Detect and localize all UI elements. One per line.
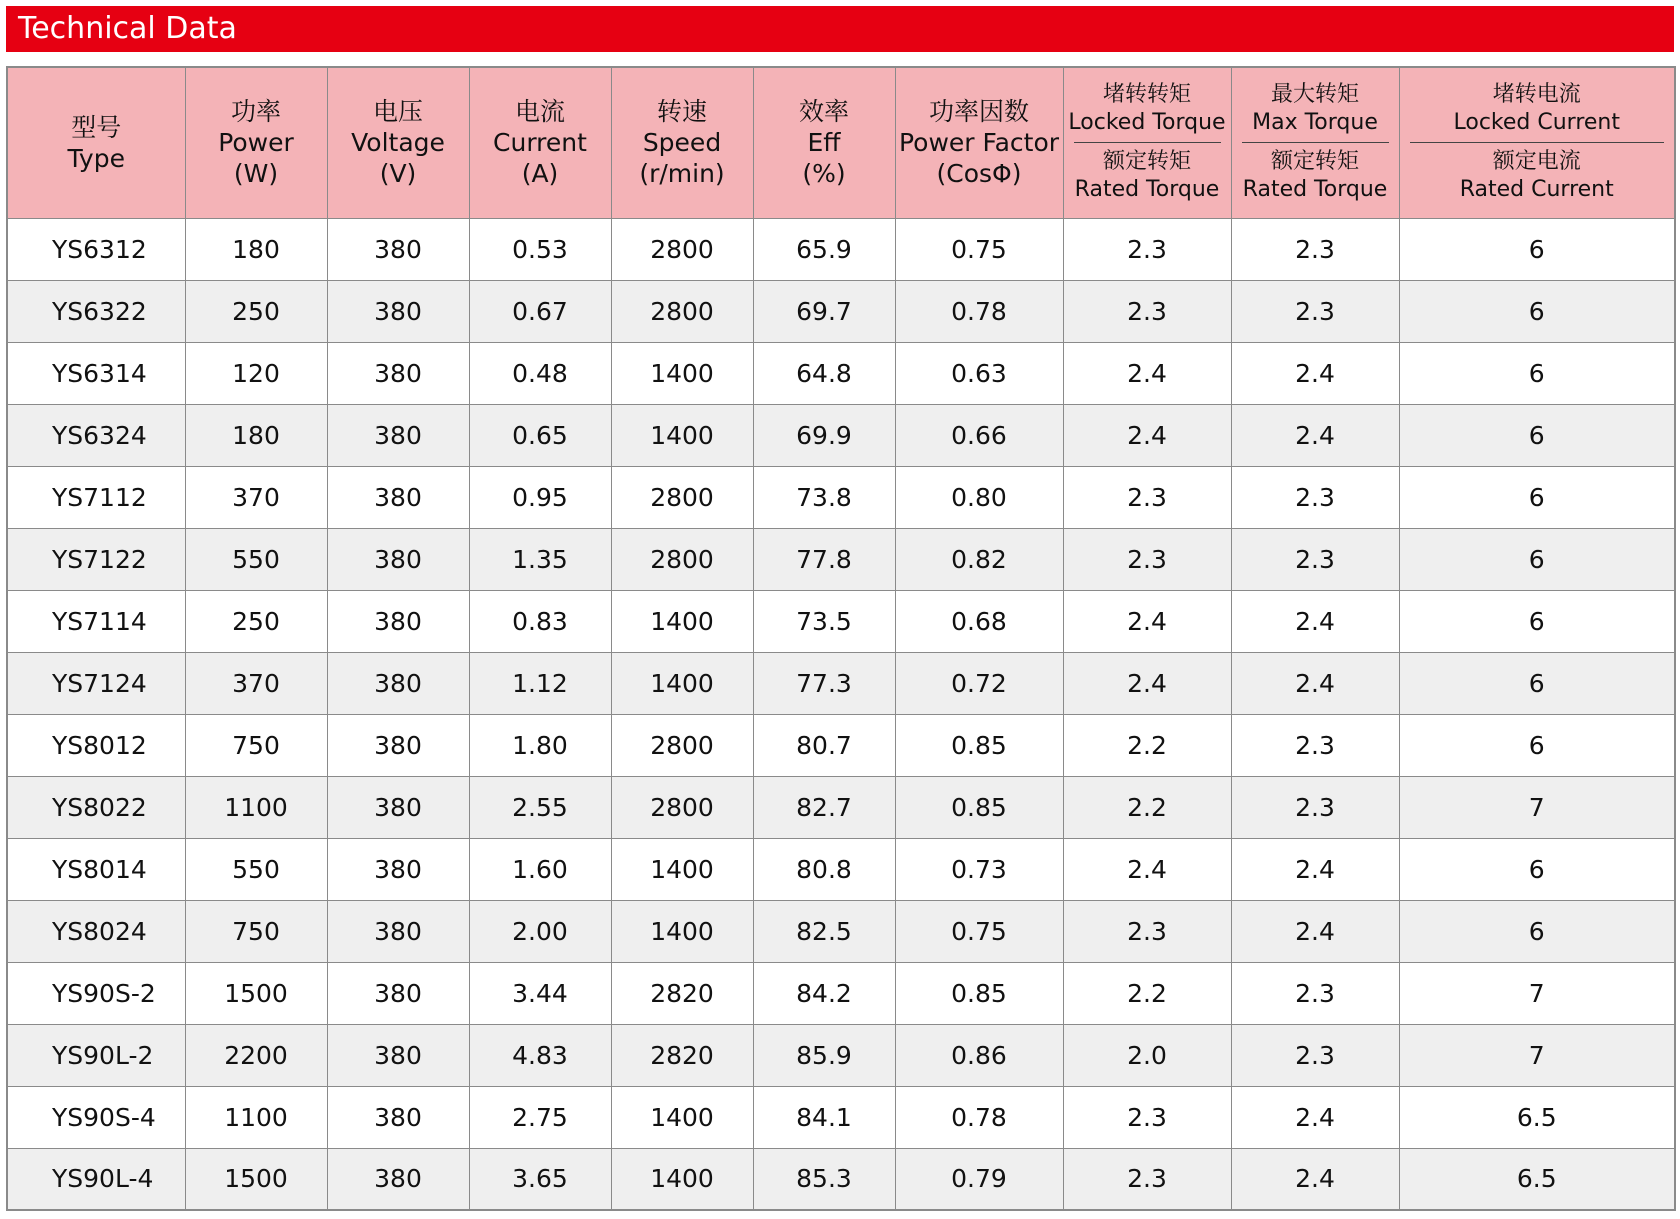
cell-type: YS7124 [7, 652, 185, 714]
table-row [7, 404, 1675, 466]
table-row [7, 466, 1675, 528]
page-title: Technical Data [18, 11, 237, 46]
table-row [7, 652, 1675, 714]
cell-locked-torque-ratio: 2.4 [1063, 590, 1231, 652]
cell-speed: 1400 [611, 404, 753, 466]
cell-current: 0.83 [469, 590, 611, 652]
cell-locked-torque-ratio: 2.4 [1063, 404, 1231, 466]
cell-power-factor: 0.78 [895, 280, 1063, 342]
cell-type: YS8024 [7, 900, 185, 962]
cell-type: YS90L-2 [7, 1024, 185, 1086]
cell-power-factor: 0.82 [895, 528, 1063, 590]
cell-speed: 1400 [611, 838, 753, 900]
cell-speed: 1400 [611, 1086, 753, 1148]
cell-locked-current-ratio: 6 [1399, 342, 1675, 404]
header-locked-torque-en: Locked Torque [1068, 110, 1226, 136]
cell-power-factor: 0.86 [895, 1024, 1063, 1086]
table-row [7, 218, 1675, 280]
cell-voltage: 380 [327, 1024, 469, 1086]
cell-max-torque-ratio: 2.4 [1231, 652, 1399, 714]
cell-max-torque-ratio: 2.3 [1231, 714, 1399, 776]
cell-type: YS90S-4 [7, 1086, 185, 1148]
cell-voltage: 380 [327, 218, 469, 280]
cell-power-factor: 0.75 [895, 900, 1063, 962]
table-row [7, 528, 1675, 590]
cell-locked-torque-ratio: 2.3 [1063, 280, 1231, 342]
cell-voltage: 380 [327, 652, 469, 714]
table-row [7, 714, 1675, 776]
cell-power-factor: 0.80 [895, 466, 1063, 528]
table-row [7, 342, 1675, 404]
cell-type: YS90L-4 [7, 1148, 185, 1210]
table-row [7, 838, 1675, 900]
cell-voltage: 380 [327, 1148, 469, 1210]
header-max-torque-en: Max Torque [1252, 110, 1378, 136]
cell-locked-current-ratio: 7 [1399, 776, 1675, 838]
cell-locked-torque-ratio: 2.4 [1063, 838, 1231, 900]
header-voltage-en: Voltage [351, 128, 445, 158]
table-row [7, 590, 1675, 652]
header-current-en: Current [493, 128, 587, 158]
cell-locked-current-ratio: 6 [1399, 838, 1675, 900]
cell-power: 370 [185, 466, 327, 528]
table-header [7, 67, 1675, 218]
cell-locked-torque-ratio: 2.2 [1063, 962, 1231, 1024]
cell-power: 180 [185, 218, 327, 280]
technical-data-table [6, 66, 1676, 1211]
header-speed [611, 67, 753, 218]
cell-current: 0.53 [469, 218, 611, 280]
header-power [185, 67, 327, 218]
cell-type: YS90S-2 [7, 962, 185, 1024]
table-row [7, 962, 1675, 1024]
table-row [7, 280, 1675, 342]
cell-voltage: 380 [327, 342, 469, 404]
header-type [7, 67, 185, 218]
table-body [7, 218, 1675, 1210]
header-locked-current-en: Locked Current [1453, 110, 1620, 136]
cell-max-torque-ratio: 2.4 [1231, 1148, 1399, 1210]
cell-power: 750 [185, 900, 327, 962]
cell-eff: 73.5 [753, 590, 895, 652]
header-locked-current-cn: 堵转电流 [1492, 82, 1581, 108]
cell-eff: 80.8 [753, 838, 895, 900]
cell-locked-current-ratio: 6 [1399, 590, 1675, 652]
cell-locked-current-ratio: 6 [1399, 218, 1675, 280]
cell-locked-current-ratio: 6.5 [1399, 1148, 1675, 1210]
cell-eff: 84.2 [753, 962, 895, 1024]
cell-power-factor: 0.78 [895, 1086, 1063, 1148]
cell-voltage: 380 [327, 1086, 469, 1148]
cell-max-torque-ratio: 2.3 [1231, 280, 1399, 342]
cell-locked-torque-ratio: 2.3 [1063, 900, 1231, 962]
cell-locked-current-ratio: 6 [1399, 528, 1675, 590]
cell-speed: 1400 [611, 900, 753, 962]
cell-speed: 2800 [611, 714, 753, 776]
cell-type: YS8022 [7, 776, 185, 838]
cell-power: 180 [185, 404, 327, 466]
header-power-cn: 功率 [230, 97, 281, 127]
cell-current: 3.65 [469, 1148, 611, 1210]
cell-speed: 2800 [611, 218, 753, 280]
cell-speed: 2800 [611, 528, 753, 590]
cell-eff: 82.5 [753, 900, 895, 962]
cell-current: 2.75 [469, 1086, 611, 1148]
cell-speed: 2800 [611, 466, 753, 528]
cell-eff: 69.9 [753, 404, 895, 466]
cell-power: 120 [185, 342, 327, 404]
table-row [7, 1024, 1675, 1086]
cell-locked-current-ratio: 7 [1399, 962, 1675, 1024]
cell-power: 550 [185, 528, 327, 590]
header-speed-cn: 转速 [656, 97, 707, 127]
cell-power-factor: 0.68 [895, 590, 1063, 652]
cell-voltage: 380 [327, 776, 469, 838]
table-row [7, 900, 1675, 962]
header-pf-en: Power Factor [898, 128, 1060, 158]
header-voltage [327, 67, 469, 218]
cell-max-torque-ratio: 2.3 [1231, 1024, 1399, 1086]
header-eff-unit: (%) [802, 159, 846, 189]
cell-speed: 1400 [611, 1148, 753, 1210]
cell-current: 2.55 [469, 776, 611, 838]
cell-type: YS6314 [7, 342, 185, 404]
table-row [7, 1148, 1675, 1210]
cell-power: 370 [185, 652, 327, 714]
cell-current: 0.95 [469, 466, 611, 528]
cell-voltage: 380 [327, 900, 469, 962]
cell-speed: 2800 [611, 280, 753, 342]
cell-power-factor: 0.63 [895, 342, 1063, 404]
header-eff-en: Eff [807, 128, 841, 158]
cell-power: 1100 [185, 776, 327, 838]
cell-locked-torque-ratio: 2.0 [1063, 1024, 1231, 1086]
cell-eff: 64.8 [753, 342, 895, 404]
cell-eff: 80.7 [753, 714, 895, 776]
cell-eff: 77.3 [753, 652, 895, 714]
cell-voltage: 380 [327, 838, 469, 900]
header-pf-cn: 功率因数 [928, 97, 1029, 127]
cell-locked-current-ratio: 6 [1399, 652, 1675, 714]
cell-current: 4.83 [469, 1024, 611, 1086]
table-row [7, 776, 1675, 838]
header-rated-torque-en: Rated Torque [1242, 177, 1388, 203]
cell-locked-torque-ratio: 2.4 [1063, 342, 1231, 404]
cell-locked-torque-ratio: 2.2 [1063, 776, 1231, 838]
cell-max-torque-ratio: 2.4 [1231, 404, 1399, 466]
cell-voltage: 380 [327, 466, 469, 528]
header-current [469, 67, 611, 218]
header-max-torque [1231, 67, 1399, 218]
cell-locked-current-ratio: 6 [1399, 900, 1675, 962]
cell-max-torque-ratio: 2.4 [1231, 900, 1399, 962]
cell-power-factor: 0.73 [895, 838, 1063, 900]
header-max-torque-cn: 最大转矩 [1270, 82, 1359, 108]
cell-power: 1500 [185, 962, 327, 1024]
header-locked-current [1399, 67, 1675, 218]
cell-type: YS6322 [7, 280, 185, 342]
cell-power-factor: 0.72 [895, 652, 1063, 714]
cell-speed: 1400 [611, 590, 753, 652]
header-locked-torque [1063, 67, 1231, 218]
cell-max-torque-ratio: 2.3 [1231, 776, 1399, 838]
cell-speed: 2800 [611, 776, 753, 838]
cell-eff: 69.7 [753, 280, 895, 342]
cell-voltage: 380 [327, 714, 469, 776]
cell-type: YS8014 [7, 838, 185, 900]
cell-voltage: 380 [327, 962, 469, 1024]
cell-locked-current-ratio: 7 [1399, 1024, 1675, 1086]
cell-power: 750 [185, 714, 327, 776]
cell-locked-torque-ratio: 2.3 [1063, 466, 1231, 528]
header-eff-cn: 效率 [798, 97, 849, 127]
header-locked-torque-cn: 堵转转矩 [1102, 82, 1191, 108]
cell-power: 550 [185, 838, 327, 900]
cell-type: YS6312 [7, 218, 185, 280]
cell-type: YS6324 [7, 404, 185, 466]
header-eff [753, 67, 895, 218]
header-voltage-cn: 电压 [372, 97, 423, 127]
cell-locked-current-ratio: 6 [1399, 404, 1675, 466]
cell-eff: 65.9 [753, 218, 895, 280]
cell-current: 1.12 [469, 652, 611, 714]
cell-type: YS7122 [7, 528, 185, 590]
cell-power: 2200 [185, 1024, 327, 1086]
cell-voltage: 380 [327, 590, 469, 652]
cell-locked-current-ratio: 6 [1399, 280, 1675, 342]
header-power-en: Power [218, 128, 294, 158]
cell-max-torque-ratio: 2.4 [1231, 590, 1399, 652]
cell-eff: 84.1 [753, 1086, 895, 1148]
cell-type: YS7112 [7, 466, 185, 528]
table-row [7, 1086, 1675, 1148]
cell-power-factor: 0.85 [895, 714, 1063, 776]
cell-speed: 1400 [611, 342, 753, 404]
cell-current: 1.35 [469, 528, 611, 590]
cell-type: YS7114 [7, 590, 185, 652]
header-type-en: Type [67, 143, 125, 173]
cell-type: YS8012 [7, 714, 185, 776]
cell-locked-torque-ratio: 2.4 [1063, 652, 1231, 714]
cell-power-factor: 0.85 [895, 962, 1063, 1024]
cell-max-torque-ratio: 2.3 [1231, 466, 1399, 528]
header-rated-current-en: Rated Current [1459, 177, 1614, 203]
fraction-divider [1242, 142, 1389, 143]
header-power-unit: (W) [233, 159, 279, 189]
header-speed-en: Speed [642, 128, 722, 158]
cell-power-factor: 0.79 [895, 1148, 1063, 1210]
cell-max-torque-ratio: 2.3 [1231, 962, 1399, 1024]
cell-power: 1100 [185, 1086, 327, 1148]
header-pf-unit: (CosΦ) [936, 159, 1022, 189]
cell-power: 250 [185, 590, 327, 652]
cell-max-torque-ratio: 2.4 [1231, 838, 1399, 900]
cell-speed: 2820 [611, 1024, 753, 1086]
cell-current: 1.80 [469, 714, 611, 776]
header-voltage-unit: (V) [379, 159, 417, 189]
cell-locked-torque-ratio: 2.3 [1063, 1148, 1231, 1210]
cell-locked-current-ratio: 6.5 [1399, 1086, 1675, 1148]
header-rated-torque-en: Rated Torque [1074, 177, 1220, 203]
cell-locked-torque-ratio: 2.3 [1063, 528, 1231, 590]
cell-current: 1.60 [469, 838, 611, 900]
header-rated-torque-cn: 额定转矩 [1270, 149, 1359, 175]
cell-locked-torque-ratio: 2.3 [1063, 1086, 1231, 1148]
cell-speed: 2820 [611, 962, 753, 1024]
cell-eff: 82.7 [753, 776, 895, 838]
header-current-unit: (A) [521, 159, 559, 189]
cell-voltage: 380 [327, 280, 469, 342]
cell-locked-current-ratio: 6 [1399, 466, 1675, 528]
cell-power-factor: 0.85 [895, 776, 1063, 838]
cell-current: 2.00 [469, 900, 611, 962]
cell-power: 250 [185, 280, 327, 342]
cell-power-factor: 0.75 [895, 218, 1063, 280]
cell-current: 0.65 [469, 404, 611, 466]
cell-current: 0.48 [469, 342, 611, 404]
cell-locked-current-ratio: 6 [1399, 714, 1675, 776]
cell-locked-torque-ratio: 2.2 [1063, 714, 1231, 776]
cell-power-factor: 0.66 [895, 404, 1063, 466]
cell-current: 0.67 [469, 280, 611, 342]
cell-max-torque-ratio: 2.3 [1231, 218, 1399, 280]
fraction-divider [1410, 142, 1665, 143]
fraction-divider [1074, 142, 1221, 143]
header-current-cn: 电流 [514, 97, 565, 127]
header-rated-current-cn: 额定电流 [1492, 149, 1581, 175]
cell-current: 3.44 [469, 962, 611, 1024]
cell-eff: 85.9 [753, 1024, 895, 1086]
cell-eff: 85.3 [753, 1148, 895, 1210]
cell-locked-torque-ratio: 2.3 [1063, 218, 1231, 280]
cell-voltage: 380 [327, 528, 469, 590]
cell-speed: 1400 [611, 652, 753, 714]
cell-eff: 73.8 [753, 466, 895, 528]
header-type-cn: 型号 [71, 112, 122, 142]
cell-max-torque-ratio: 2.4 [1231, 1086, 1399, 1148]
cell-eff: 77.8 [753, 528, 895, 590]
header-power-factor [895, 67, 1063, 218]
header-row [7, 67, 1675, 218]
header-speed-unit: (r/min) [639, 159, 725, 189]
cell-max-torque-ratio: 2.4 [1231, 342, 1399, 404]
cell-voltage: 380 [327, 404, 469, 466]
cell-power: 1500 [185, 1148, 327, 1210]
cell-max-torque-ratio: 2.3 [1231, 528, 1399, 590]
header-rated-torque-cn: 额定转矩 [1102, 149, 1191, 175]
title-bar [6, 6, 1674, 52]
